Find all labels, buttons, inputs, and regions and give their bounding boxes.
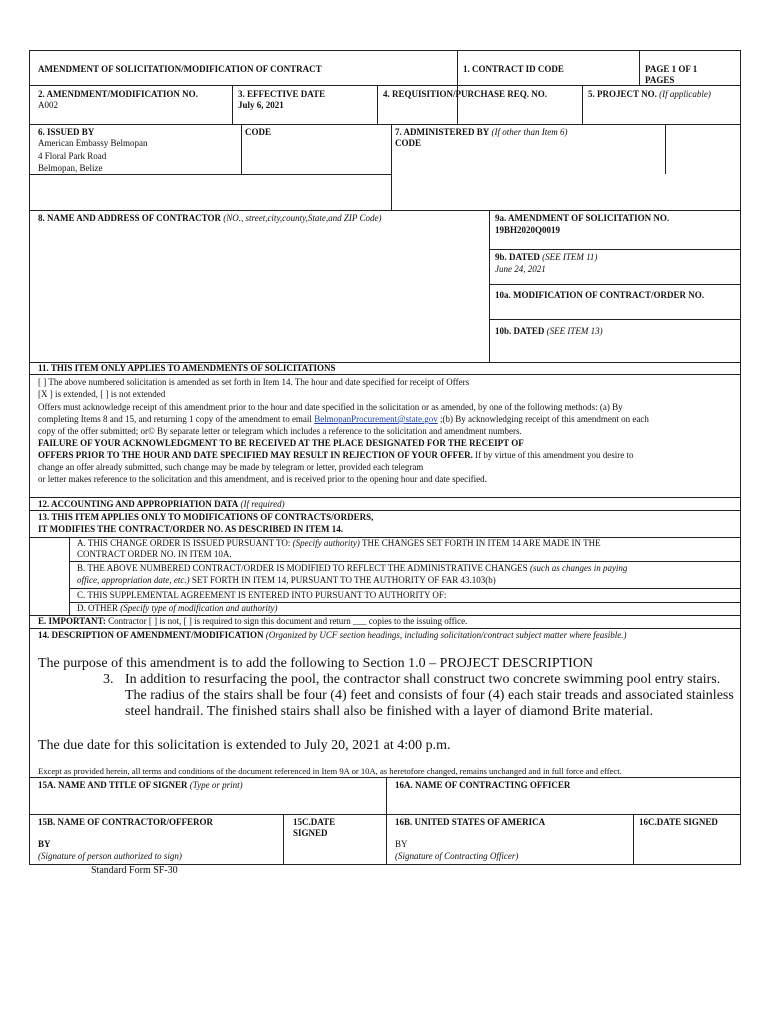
item-13b-line [77,563,627,574]
rule [29,174,391,175]
administered-by-note: (If other than Item 6) [491,127,568,137]
item-11-line: [ ] The above numbered solicitation is amended as set forth in Item 14. The hour and date specified for receipt of Offers [38,377,470,387]
item-10a-label: 10a. MODIFICATION OF CONTRACT/ORDER NO. [495,290,705,300]
rule [489,319,741,320]
rule [29,374,741,375]
item-13b-note: office, appropriation date, etc.) [77,575,190,585]
item-11-line [38,450,634,461]
item-11-line [38,414,649,425]
item-15a-note: (Type or print) [189,780,243,790]
item-13b-note: (such as changes in paying [529,563,628,573]
item-10b-label: 10b. DATED [495,326,545,336]
rule [29,510,741,511]
item-16b-signature-note: (Signature of Contracting Officer) [395,851,519,861]
issued-by-line: 4 Floral Park Road [38,151,107,161]
important-field [38,616,467,627]
effective-date-label: 3. EFFECTIVE DATE [238,89,326,99]
item-14-note: (Organized by UCF section headings, including solicitation/contract subject matter where feasible.) [265,630,627,640]
item-12-label: 12. ACCOUNTING AND APPROPRIATION DATA [38,499,239,509]
item-13d-text: D. OTHER [77,603,121,613]
item-14-field [38,630,627,641]
item-16b-by: BY [395,839,408,849]
important-text: Contractor [ ] is not, [ ] is required to sign this document and return ___ copies to the issuing office. [105,616,468,626]
rule [582,85,583,124]
administered-by-field [395,127,568,138]
rule [29,50,741,51]
item-9a-value: 19BH2020Q0019 [495,225,561,235]
pages-label: PAGES [645,75,675,85]
item-9a-label: 9a. AMENDMENT OF SOLICITATION NO. [495,213,670,223]
item-9b-note: (SEE ITEM 11) [542,252,598,262]
item-10b-field [495,326,603,337]
page-count: PAGE 1 OF 1 [645,64,698,74]
item-15a-field [38,780,243,791]
contract-id-code-label: 1. CONTRACT ID CODE [463,64,564,74]
item-14-body: The radius of the stairs shall be four (4) feet and consists of four (4) each stair treads and associated stainless [125,688,734,703]
item-13d-line [77,603,277,614]
item-12-note: (If required) [240,499,285,509]
item-15c-label: SIGNED [293,828,328,838]
item-13a-line [77,538,601,549]
item-16c-label: 16C.DATE SIGNED [639,817,718,827]
important-label: E. IMPORTANT: [38,616,106,626]
issued-by-line: American Embassy Belmopan [38,138,148,148]
rule [29,497,741,498]
item-14-purpose: The purpose of this amendment is to add the following to Section 1.0 – PROJECT DESCRIPTION [38,656,594,671]
rule [241,124,242,174]
contractor-field [38,213,382,224]
item-14-except: Except as provided herein, all terms and conditions of the document referenced in Item 9A or 10A, as heretofore changed, remains unchanged and in full force and effect. [38,766,622,776]
rule [639,50,640,85]
item-14-due-date: The due date for this solicitation is extended to July 20, 2021 at 4:00 p.m. [38,738,451,753]
item-9b-label: 9b. DATED [495,252,540,262]
rule [391,124,392,210]
item-11-line: or letter makes reference to the solicitation and this amendment, and is received prior to the opening hour and date specified. [38,474,487,484]
item-13a-line: CONTRACT ORDER NO. IN ITEM 10A. [77,549,232,559]
effective-date-value: July 6, 2021 [238,100,284,110]
item-14-body: In addition to resurfacing the pool, the contractor shall construct two concrete swimming pool entry stairs. [125,672,721,687]
item-14-number: 3. [103,672,114,687]
rule [457,50,458,124]
item-11-line: change an offer already submitted, such change may be made by telegram or letter, provided each telegram [38,462,424,472]
rule [69,588,741,589]
item-13c-line: C. THIS SUPPLEMENTAL AGREEMENT IS ENTERED INTO PURSUANT TO AUTHORITY OF: [77,590,447,600]
item-15c-label: 15C.DATE [293,817,336,827]
item-13a-note: (Specify authority) [292,538,360,548]
item-12-field [38,499,285,510]
rule [29,210,741,211]
issued-by-label: 6. ISSUED BY [38,127,95,137]
item-15b-signature-note: (Signature of person authorized to sign) [38,851,182,861]
requisition-label: 4. REQUISITION/PURCHASE REQ. NO. [383,89,548,99]
project-no-note: (If applicable) [659,89,711,99]
rule [489,249,741,250]
project-no-label: 5. PROJECT NO. [588,89,657,99]
item-11-warning: FAILURE OF YOUR ACKNOWLEDGMENT TO BE RECEIVED AT THE PLACE DESIGNATED FOR THE RECEIPT OF [38,438,524,448]
amendment-no-value: A002 [38,100,58,110]
amendment-no-label: 2. AMENDMENT/MODIFICATION NO. [38,89,198,99]
item-9b-field [495,252,597,263]
item-13a-text: A. THIS CHANGE ORDER IS ISSUED PURSUANT TO: [77,538,293,548]
item-13d-note: (Specify type of modification and authority) [120,603,278,613]
item-14-body: steel handrail. The finished stairs shall also be finished with a layer of diamond Brite material. [125,704,654,719]
item-15b-by: BY [38,839,51,849]
item-11-text: If by virtue of this amendment you desire to [472,450,634,460]
issued-by-line: Belmopan, Belize [38,163,103,173]
procurement-email-link[interactable]: BelmopanProcurement@state.gov [314,414,438,424]
item-13b-line [77,575,496,586]
rule [665,124,666,174]
contractor-label: 8. NAME AND ADDRESS OF CONTRACTOR [38,213,222,223]
rule [69,561,741,562]
item-16a-label: 16A. NAME OF CONTRACTING OFFICER [395,780,571,790]
item-16b-label: 16B. UNITED STATES OF AMERICA [395,817,546,827]
item-11-text: ;(b) By acknowledging receipt of this amendment on each [437,414,649,424]
item-11-line: [X ] is extended, [ ] is not extended [38,389,166,399]
item-13-title: IT MODIFIES THE CONTRACT/ORDER NO. AS DESCRIBED IN ITEM 14. [38,524,343,534]
item-11-text: completing Items 8 and 15, and returning 1 copy of the amendment to email [38,414,315,424]
form-title: AMENDMENT OF SOLICITATION/MODIFICATION OF CONTRACT [38,64,322,74]
rule [489,284,741,285]
rule [283,814,284,864]
rule [29,628,741,629]
administered-by-label: 7. ADMINISTERED BY [395,127,490,137]
rule [633,814,634,864]
rule [69,537,70,615]
item-15a-label: 15A. NAME AND TITLE OF SIGNER [38,780,188,790]
item-13b-text: B. THE ABOVE NUMBERED CONTRACT/ORDER IS MODIFIED TO REFLECT THE ADMINISTRATIVE CHANGES [77,563,530,573]
item-13-title: 13. THIS ITEM APPLIES ONLY TO MODIFICATIONS OF CONTRACTS/ORDERS, [38,512,374,522]
project-no-field [588,89,711,100]
rule [740,50,741,864]
form-footer: Standard Form SF-30 [91,865,178,876]
item-13a-text: THE CHANGES SET FORTH IN ITEM 14 ARE MADE IN THE [359,538,601,548]
item-11-line: copy of the offer submitted; or© By separate letter or telegram which includes a reference to the solicitation and amendment numbers. [38,426,522,436]
item-15b-label: 15B. NAME OF CONTRACTOR/OFFEROR [38,817,214,827]
rule [29,124,741,125]
rule [232,85,233,124]
item-11-line: Offers must acknowledge receipt of this amendment prior to the hour and date specified in the solicitation or as amended, by one of the following methods: (a) By [38,402,623,412]
item-14-label: 14. DESCRIPTION OF AMENDMENT/MODIFICATION [38,630,264,640]
item-13b-text: SET FORTH IN ITEM 14, PURSUANT TO THE AUTHORITY OF FAR 43.103(b) [189,575,496,585]
rule [29,777,741,778]
item-10b-note: (SEE ITEM 13) [546,326,603,336]
rule [386,777,387,864]
administered-code-label: CODE [395,138,422,148]
item-9b-value: June 24, 2021 [495,264,546,274]
rule [29,50,30,864]
item-11-title: 11. THIS ITEM ONLY APPLIES TO AMENDMENTS OF SOLICITATIONS [38,363,336,373]
rule [29,85,741,86]
rule [489,210,490,362]
contractor-note: (NO., street,city,county,State,and ZIP Code) [223,213,382,223]
rule [377,85,378,124]
issued-code-label: CODE [245,127,272,137]
item-11-warning: OFFERS PRIOR TO THE HOUR AND DATE SPECIFIED MAY RESULT IN REJECTION OF YOUR OFFER. [38,450,473,460]
rule [29,814,741,815]
